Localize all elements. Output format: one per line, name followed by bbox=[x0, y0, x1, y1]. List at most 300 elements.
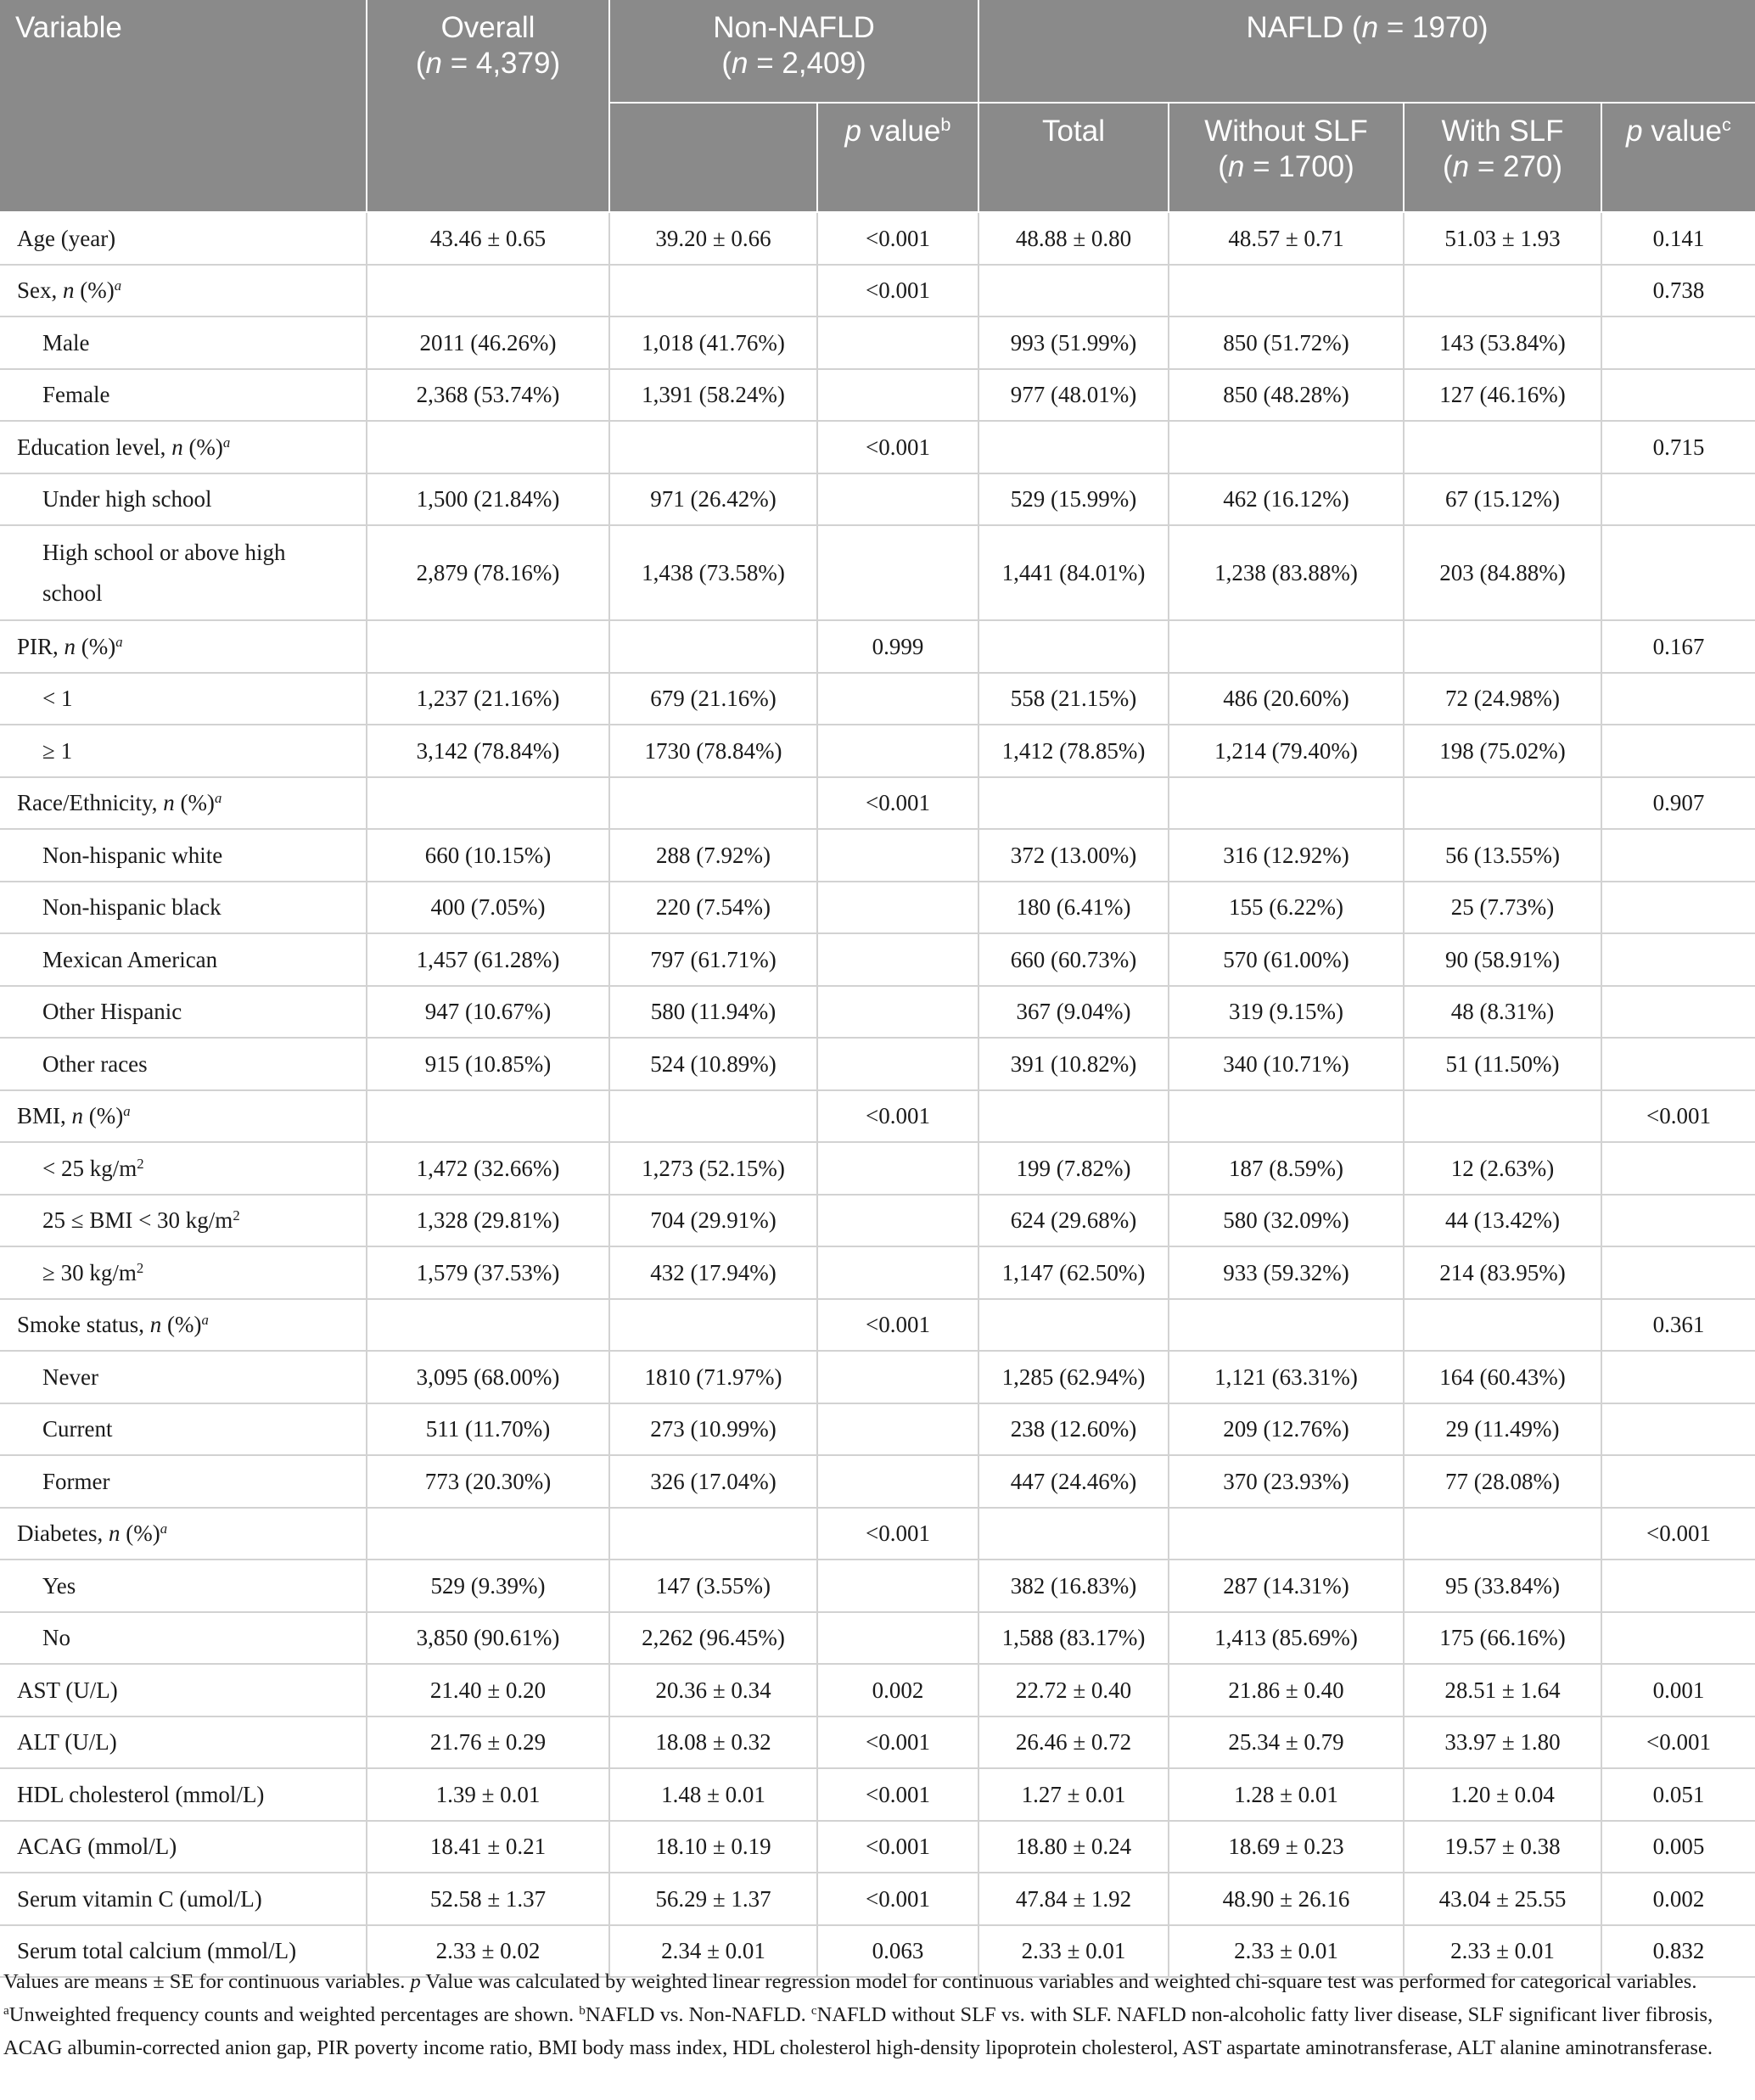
row-label bbox=[0, 369, 367, 422]
cell-p-c bbox=[1601, 369, 1755, 422]
cell-overall: 529 (9.39%) bbox=[367, 1560, 609, 1612]
cell-without-slf bbox=[1169, 777, 1404, 830]
cell-without-slf: 1,413 (85.69%) bbox=[1169, 1612, 1404, 1665]
row-label bbox=[0, 986, 367, 1039]
cell-overall: 1,472 (32.66%) bbox=[367, 1142, 609, 1195]
cell-non-nafld: 524 (10.89%) bbox=[609, 1038, 817, 1090]
header-with-slf bbox=[1404, 103, 1601, 212]
row-label-sup: a bbox=[115, 633, 123, 650]
row-label-text: Female bbox=[42, 382, 110, 408]
row-label-text: AST (U/L) bbox=[17, 1677, 118, 1703]
row-label bbox=[0, 725, 367, 777]
cell-p-c bbox=[1601, 1038, 1755, 1090]
cell-p-b bbox=[817, 882, 978, 934]
cell-total: 372 (13.00%) bbox=[978, 829, 1169, 882]
row-label-text: < 25 kg/m bbox=[42, 1155, 137, 1181]
cell-p-b bbox=[817, 673, 978, 725]
cell-with-slf: 175 (66.16%) bbox=[1404, 1612, 1601, 1665]
cell-total: 238 (12.60%) bbox=[978, 1403, 1169, 1456]
cell-non-nafld bbox=[609, 1508, 817, 1560]
row-label-sup: a bbox=[160, 1520, 168, 1537]
cell-p-b bbox=[817, 1455, 978, 1508]
cell-total: 367 (9.04%) bbox=[978, 986, 1169, 1039]
cell-p-b: <0.001 bbox=[817, 421, 978, 473]
row-label-text: Diabetes, bbox=[17, 1520, 109, 1547]
cell-non-nafld bbox=[609, 1090, 817, 1143]
cell-overall: 2,368 (53.74%) bbox=[367, 369, 609, 422]
cell-overall: 3,095 (68.00%) bbox=[367, 1351, 609, 1403]
cell-p-b bbox=[817, 1612, 978, 1665]
cell-overall bbox=[367, 265, 609, 317]
cell-non-nafld: 288 (7.92%) bbox=[609, 829, 817, 882]
row-label-text: ≥ 1 bbox=[42, 737, 73, 764]
cell-overall bbox=[367, 1299, 609, 1352]
cell-non-nafld: 2.34 ± 0.01 bbox=[609, 1925, 817, 1978]
cell-with-slf: 51.03 ± 1.93 bbox=[1404, 212, 1601, 265]
cell-p-c bbox=[1601, 882, 1755, 934]
cell-with-slf: 214 (83.95%) bbox=[1404, 1246, 1601, 1299]
footnote-part3: Unweighted frequency counts and weighted percentages are shown. bbox=[8, 2003, 580, 2026]
cell-total: 47.84 ± 1.92 bbox=[978, 1873, 1169, 1925]
row-label bbox=[0, 265, 367, 317]
header-p-b-sup: b bbox=[940, 114, 951, 136]
cell-p-b bbox=[817, 316, 978, 369]
row-label-suffix: (%) bbox=[120, 1520, 160, 1547]
cell-without-slf: 48.57 ± 0.71 bbox=[1169, 212, 1404, 265]
table-row bbox=[0, 1351, 1755, 1403]
cell-p-c: 0.832 bbox=[1601, 1925, 1755, 1978]
row-label-text: Non-hispanic white bbox=[42, 842, 223, 868]
cell-overall: 915 (10.85%) bbox=[367, 1038, 609, 1090]
table-header bbox=[0, 0, 1755, 212]
footnote-part4: NAFLD vs. Non-NAFLD. bbox=[585, 2003, 811, 2026]
cell-without-slf bbox=[1169, 1508, 1404, 1560]
row-label-text: No bbox=[42, 1625, 70, 1651]
cell-without-slf: 580 (32.09%) bbox=[1169, 1195, 1404, 1247]
table-row bbox=[0, 882, 1755, 934]
cell-p-b: <0.001 bbox=[817, 777, 978, 830]
cell-with-slf: 25 (7.73%) bbox=[1404, 882, 1601, 934]
cell-p-c bbox=[1601, 1403, 1755, 1456]
row-label-suffix: (%) bbox=[76, 633, 116, 659]
row-label-text: Sex, bbox=[17, 277, 63, 304]
cell-non-nafld: 20.36 ± 0.34 bbox=[609, 1664, 817, 1716]
cell-total: 382 (16.83%) bbox=[978, 1560, 1169, 1612]
row-label-text: Serum vitamin C (umol/L) bbox=[17, 1885, 262, 1912]
row-label bbox=[0, 1090, 367, 1143]
cell-with-slf: 29 (11.49%) bbox=[1404, 1403, 1601, 1456]
cell-non-nafld bbox=[609, 777, 817, 830]
cell-overall: 3,142 (78.84%) bbox=[367, 725, 609, 777]
row-label-superscript: 2 bbox=[137, 1155, 144, 1172]
cell-p-b: <0.001 bbox=[817, 212, 978, 265]
row-label-sup: a bbox=[114, 277, 122, 294]
cell-p-b: <0.001 bbox=[817, 1768, 978, 1821]
cell-non-nafld: 1.48 ± 0.01 bbox=[609, 1768, 817, 1821]
table-row bbox=[0, 1090, 1755, 1143]
table-row bbox=[0, 1821, 1755, 1873]
footnote-part2: Value was calculated by weighted linear regression model for continuous variables and weighted chi-square test was performed for categorical variables. bbox=[420, 1970, 1697, 1993]
cell-with-slf: 28.51 ± 1.64 bbox=[1404, 1664, 1601, 1716]
row-label bbox=[0, 882, 367, 934]
row-label bbox=[0, 1560, 367, 1612]
cell-p-c: 0.005 bbox=[1601, 1821, 1755, 1873]
cell-non-nafld: 679 (21.16%) bbox=[609, 673, 817, 725]
cell-with-slf: 143 (53.84%) bbox=[1404, 316, 1601, 369]
table-row bbox=[0, 316, 1755, 369]
row-label bbox=[0, 1716, 367, 1769]
header-p-value-c bbox=[1601, 103, 1755, 212]
cell-total: 977 (48.01%) bbox=[978, 369, 1169, 422]
cell-total: 993 (51.99%) bbox=[978, 316, 1169, 369]
table-row bbox=[0, 1768, 1755, 1821]
cell-p-c: <0.001 bbox=[1601, 1090, 1755, 1143]
cell-without-slf: 209 (12.76%) bbox=[1169, 1403, 1404, 1456]
header-with-slf-label: With SLF bbox=[1441, 115, 1564, 148]
cell-with-slf bbox=[1404, 1090, 1601, 1143]
row-label-sup: a bbox=[222, 434, 231, 451]
header-overall bbox=[367, 0, 609, 212]
cell-p-c: 0.167 bbox=[1601, 620, 1755, 673]
cell-without-slf: 370 (23.93%) bbox=[1169, 1455, 1404, 1508]
table-row bbox=[0, 369, 1755, 422]
row-label-text: Male bbox=[42, 329, 90, 356]
row-label-sup: a bbox=[214, 790, 222, 807]
cell-overall: 1,457 (61.28%) bbox=[367, 933, 609, 986]
cell-without-slf: 850 (51.72%) bbox=[1169, 316, 1404, 369]
cell-overall: 18.41 ± 0.21 bbox=[367, 1821, 609, 1873]
row-label-suffix: (%) bbox=[83, 1103, 124, 1129]
table-row bbox=[0, 1664, 1755, 1716]
header-without-slf-label: Without SLF bbox=[1204, 115, 1368, 148]
table-row bbox=[0, 525, 1755, 620]
cell-p-c bbox=[1601, 1560, 1755, 1612]
cell-without-slf: 462 (16.12%) bbox=[1169, 473, 1404, 526]
table-row bbox=[0, 265, 1755, 317]
cell-p-b: 0.063 bbox=[817, 1925, 978, 1978]
row-label-text: Former bbox=[42, 1468, 110, 1494]
footnote-p-italic: p bbox=[410, 1970, 421, 1993]
header-nafld bbox=[978, 0, 1755, 103]
cell-total: 199 (7.82%) bbox=[978, 1142, 1169, 1195]
cell-non-nafld: 580 (11.94%) bbox=[609, 986, 817, 1039]
cell-total: 391 (10.82%) bbox=[978, 1038, 1169, 1090]
cell-with-slf: 127 (46.16%) bbox=[1404, 369, 1601, 422]
header-p-b-word: value bbox=[861, 115, 941, 148]
cell-p-b bbox=[817, 1560, 978, 1612]
cell-with-slf bbox=[1404, 421, 1601, 473]
table-row bbox=[0, 1246, 1755, 1299]
cell-without-slf: 570 (61.00%) bbox=[1169, 933, 1404, 986]
cell-p-b bbox=[817, 1038, 978, 1090]
cell-p-c: 0.051 bbox=[1601, 1768, 1755, 1821]
cell-with-slf: 56 (13.55%) bbox=[1404, 829, 1601, 882]
cell-total: 1,285 (62.94%) bbox=[978, 1351, 1169, 1403]
cell-p-b: <0.001 bbox=[817, 265, 978, 317]
cell-p-c bbox=[1601, 725, 1755, 777]
cell-without-slf: 2.33 ± 0.01 bbox=[1169, 1925, 1404, 1978]
table-row bbox=[0, 473, 1755, 526]
cell-p-b bbox=[817, 1195, 978, 1247]
row-label-text: High school or above high school bbox=[42, 540, 286, 606]
cell-without-slf bbox=[1169, 421, 1404, 473]
row-label-text: Education level, bbox=[17, 434, 172, 460]
cell-p-c bbox=[1601, 673, 1755, 725]
header-non-nafld-n-value: = 2,409) bbox=[748, 47, 866, 80]
cell-total: 1,147 (62.50%) bbox=[978, 1246, 1169, 1299]
row-label-text: Serum total calcium (mmol/L) bbox=[17, 1938, 297, 1964]
cell-p-b: 0.999 bbox=[817, 620, 978, 673]
cell-with-slf: 95 (33.84%) bbox=[1404, 1560, 1601, 1612]
cell-without-slf: 850 (48.28%) bbox=[1169, 369, 1404, 422]
cell-overall bbox=[367, 620, 609, 673]
cell-non-nafld bbox=[609, 421, 817, 473]
cell-without-slf bbox=[1169, 1090, 1404, 1143]
cell-overall: 21.76 ± 0.29 bbox=[367, 1716, 609, 1769]
table-row bbox=[0, 986, 1755, 1039]
row-label-superscript: 2 bbox=[233, 1207, 240, 1224]
row-label bbox=[0, 673, 367, 725]
header-with-slf-n: n bbox=[1452, 150, 1470, 183]
row-label-suffix: (%) bbox=[161, 1312, 202, 1338]
cell-non-nafld: 971 (26.42%) bbox=[609, 473, 817, 526]
row-label bbox=[0, 1403, 367, 1456]
cell-without-slf: 340 (10.71%) bbox=[1169, 1038, 1404, 1090]
row-label-italic: n bbox=[108, 1520, 121, 1547]
cell-p-c: 0.002 bbox=[1601, 1873, 1755, 1925]
cell-without-slf bbox=[1169, 620, 1404, 673]
cell-p-b: <0.001 bbox=[817, 1299, 978, 1352]
header-p-c-italic: p bbox=[1626, 115, 1643, 148]
cell-p-b: <0.001 bbox=[817, 1090, 978, 1143]
row-label-superscript: 2 bbox=[136, 1259, 144, 1276]
header-nafld-label: NAFLD ( bbox=[1246, 11, 1362, 44]
cell-p-c bbox=[1601, 1195, 1755, 1247]
row-label-text: Other Hispanic bbox=[42, 999, 182, 1025]
cell-with-slf: 43.04 ± 25.55 bbox=[1404, 1873, 1601, 1925]
cell-total: 1,588 (83.17%) bbox=[978, 1612, 1169, 1665]
cell-without-slf: 48.90 ± 26.16 bbox=[1169, 1873, 1404, 1925]
row-label bbox=[0, 525, 367, 620]
table-row bbox=[0, 829, 1755, 882]
cell-p-c: 0.001 bbox=[1601, 1664, 1755, 1716]
header-non-nafld-label: Non-NAFLD bbox=[713, 11, 875, 44]
footnote-sup-c: c bbox=[810, 2002, 817, 2018]
row-label-text: PIR, bbox=[17, 633, 64, 659]
cell-with-slf: 198 (75.02%) bbox=[1404, 725, 1601, 777]
cell-total bbox=[978, 777, 1169, 830]
cell-total: 180 (6.41%) bbox=[978, 882, 1169, 934]
cell-overall: 2.33 ± 0.02 bbox=[367, 1925, 609, 1978]
cell-p-b bbox=[817, 933, 978, 986]
cell-overall: 2,879 (78.16%) bbox=[367, 525, 609, 620]
table-row bbox=[0, 1560, 1755, 1612]
cell-p-c bbox=[1601, 829, 1755, 882]
cell-p-b: <0.001 bbox=[817, 1508, 978, 1560]
row-label-italic: n bbox=[149, 1312, 162, 1338]
cell-with-slf: 19.57 ± 0.38 bbox=[1404, 1821, 1601, 1873]
cell-non-nafld: 39.20 ± 0.66 bbox=[609, 212, 817, 265]
cell-p-b bbox=[817, 829, 978, 882]
cell-with-slf bbox=[1404, 1299, 1601, 1352]
cell-p-b bbox=[817, 473, 978, 526]
cell-p-c: 0.715 bbox=[1601, 421, 1755, 473]
cell-with-slf bbox=[1404, 265, 1601, 317]
cell-with-slf: 90 (58.91%) bbox=[1404, 933, 1601, 986]
cell-p-c bbox=[1601, 525, 1755, 620]
row-label-suffix: (%) bbox=[174, 790, 215, 816]
cell-overall: 2011 (46.26%) bbox=[367, 316, 609, 369]
row-label bbox=[0, 1873, 367, 1925]
cell-p-c bbox=[1601, 1351, 1755, 1403]
row-label-text: 25 ≤ BMI < 30 kg/m bbox=[42, 1207, 233, 1234]
table-row bbox=[0, 933, 1755, 986]
cell-without-slf: 187 (8.59%) bbox=[1169, 1142, 1404, 1195]
cell-without-slf: 316 (12.92%) bbox=[1169, 829, 1404, 882]
row-label bbox=[0, 620, 367, 673]
row-label bbox=[0, 1246, 367, 1299]
row-label-text: < 1 bbox=[42, 686, 73, 712]
cell-p-c bbox=[1601, 316, 1755, 369]
cell-total bbox=[978, 421, 1169, 473]
cell-p-b bbox=[817, 1246, 978, 1299]
row-label-italic: n bbox=[171, 434, 183, 460]
row-label-text: Age (year) bbox=[17, 225, 116, 251]
cell-non-nafld: 2,262 (96.45%) bbox=[609, 1612, 817, 1665]
cell-total bbox=[978, 1090, 1169, 1143]
cell-p-b bbox=[817, 1403, 978, 1456]
table-footnote bbox=[0, 1965, 1753, 2064]
cell-total bbox=[978, 265, 1169, 317]
cell-with-slf: 51 (11.50%) bbox=[1404, 1038, 1601, 1090]
cell-without-slf bbox=[1169, 1299, 1404, 1352]
cell-non-nafld: 220 (7.54%) bbox=[609, 882, 817, 934]
cell-non-nafld: 1,438 (73.58%) bbox=[609, 525, 817, 620]
cell-non-nafld bbox=[609, 265, 817, 317]
row-label bbox=[0, 212, 367, 265]
row-label bbox=[0, 777, 367, 830]
row-label-text: Other races bbox=[42, 1050, 148, 1077]
cell-non-nafld: 1,273 (52.15%) bbox=[609, 1142, 817, 1195]
cell-overall: 1,579 (37.53%) bbox=[367, 1246, 609, 1299]
cell-with-slf: 33.97 ± 1.80 bbox=[1404, 1716, 1601, 1769]
cell-p-c bbox=[1601, 1612, 1755, 1665]
cell-without-slf: 287 (14.31%) bbox=[1169, 1560, 1404, 1612]
cell-without-slf bbox=[1169, 265, 1404, 317]
cell-p-c: <0.001 bbox=[1601, 1508, 1755, 1560]
cell-total: 660 (60.73%) bbox=[978, 933, 1169, 986]
row-label-text: Never bbox=[42, 1364, 98, 1390]
row-label-text: Under high school bbox=[42, 486, 212, 512]
cell-total: 1,412 (78.85%) bbox=[978, 725, 1169, 777]
row-label bbox=[0, 933, 367, 986]
cell-total: 447 (24.46%) bbox=[978, 1455, 1169, 1508]
cell-without-slf: 25.34 ± 0.79 bbox=[1169, 1716, 1404, 1769]
cell-without-slf: 1,214 (79.40%) bbox=[1169, 725, 1404, 777]
cell-p-b bbox=[817, 1142, 978, 1195]
header-nafld-n-value: = 1970) bbox=[1378, 11, 1489, 44]
header-overall-n: n bbox=[425, 47, 442, 80]
cell-without-slf: 155 (6.22%) bbox=[1169, 882, 1404, 934]
row-label bbox=[0, 1612, 367, 1665]
cell-total: 22.72 ± 0.40 bbox=[978, 1664, 1169, 1716]
cell-with-slf bbox=[1404, 777, 1601, 830]
table-row bbox=[0, 673, 1755, 725]
cell-total bbox=[978, 1299, 1169, 1352]
row-label bbox=[0, 1299, 367, 1352]
cell-without-slf: 18.69 ± 0.23 bbox=[1169, 1821, 1404, 1873]
row-label-italic: n bbox=[71, 1103, 84, 1129]
cell-overall: 773 (20.30%) bbox=[367, 1455, 609, 1508]
cell-non-nafld: 1730 (78.84%) bbox=[609, 725, 817, 777]
cell-non-nafld: 18.10 ± 0.19 bbox=[609, 1821, 817, 1873]
cell-overall: 52.58 ± 1.37 bbox=[367, 1873, 609, 1925]
cell-p-b bbox=[817, 369, 978, 422]
table-row bbox=[0, 1873, 1755, 1925]
cell-overall: 21.40 ± 0.20 bbox=[367, 1664, 609, 1716]
header-non-nafld-paren: ( bbox=[721, 47, 732, 80]
cell-with-slf: 12 (2.63%) bbox=[1404, 1142, 1601, 1195]
table-row bbox=[0, 1299, 1755, 1352]
row-label-text: Non-hispanic black bbox=[42, 894, 221, 921]
cell-p-b bbox=[817, 725, 978, 777]
table-row bbox=[0, 1142, 1755, 1195]
cell-without-slf: 21.86 ± 0.40 bbox=[1169, 1664, 1404, 1716]
cell-total: 1.27 ± 0.01 bbox=[978, 1768, 1169, 1821]
cell-non-nafld bbox=[609, 620, 817, 673]
cell-with-slf bbox=[1404, 620, 1601, 673]
cell-p-c: 0.907 bbox=[1601, 777, 1755, 830]
cell-total bbox=[978, 620, 1169, 673]
table-row bbox=[0, 777, 1755, 830]
header-overall-n-value: = 4,379) bbox=[441, 47, 561, 80]
cell-with-slf: 48 (8.31%) bbox=[1404, 986, 1601, 1039]
cell-overall: 43.46 ± 0.65 bbox=[367, 212, 609, 265]
cell-total: 18.80 ± 0.24 bbox=[978, 1821, 1169, 1873]
cell-non-nafld: 147 (3.55%) bbox=[609, 1560, 817, 1612]
cell-without-slf: 1,121 (63.31%) bbox=[1169, 1351, 1404, 1403]
cell-p-c: <0.001 bbox=[1601, 1716, 1755, 1769]
header-p-c-word: value bbox=[1642, 115, 1723, 148]
row-label bbox=[0, 1351, 367, 1403]
cell-without-slf: 1.28 ± 0.01 bbox=[1169, 1768, 1404, 1821]
row-label bbox=[0, 473, 367, 526]
cell-p-b bbox=[817, 525, 978, 620]
cell-overall bbox=[367, 1508, 609, 1560]
table-row bbox=[0, 1716, 1755, 1769]
cell-non-nafld: 326 (17.04%) bbox=[609, 1455, 817, 1508]
cell-total: 26.46 ± 0.72 bbox=[978, 1716, 1169, 1769]
table-row bbox=[0, 1455, 1755, 1508]
header-total: Total bbox=[978, 103, 1169, 212]
row-label bbox=[0, 421, 367, 473]
cell-without-slf: 933 (59.32%) bbox=[1169, 1246, 1404, 1299]
row-label-sup: a bbox=[201, 1312, 209, 1329]
cell-without-slf: 1,238 (83.88%) bbox=[1169, 525, 1404, 620]
row-label-text: ALT (U/L) bbox=[17, 1729, 117, 1756]
row-label-text: HDL cholesterol (mmol/L) bbox=[17, 1781, 265, 1807]
header-non-nafld-n: n bbox=[732, 47, 749, 80]
cell-p-c bbox=[1601, 473, 1755, 526]
cell-with-slf: 164 (60.43%) bbox=[1404, 1351, 1601, 1403]
table-row bbox=[0, 1195, 1755, 1247]
header-non-nafld-blank bbox=[609, 103, 817, 212]
cell-non-nafld: 1,391 (58.24%) bbox=[609, 369, 817, 422]
cell-p-c: 0.738 bbox=[1601, 265, 1755, 317]
cell-p-b: <0.001 bbox=[817, 1716, 978, 1769]
cell-p-c bbox=[1601, 1246, 1755, 1299]
header-variable: Variable bbox=[0, 0, 367, 212]
